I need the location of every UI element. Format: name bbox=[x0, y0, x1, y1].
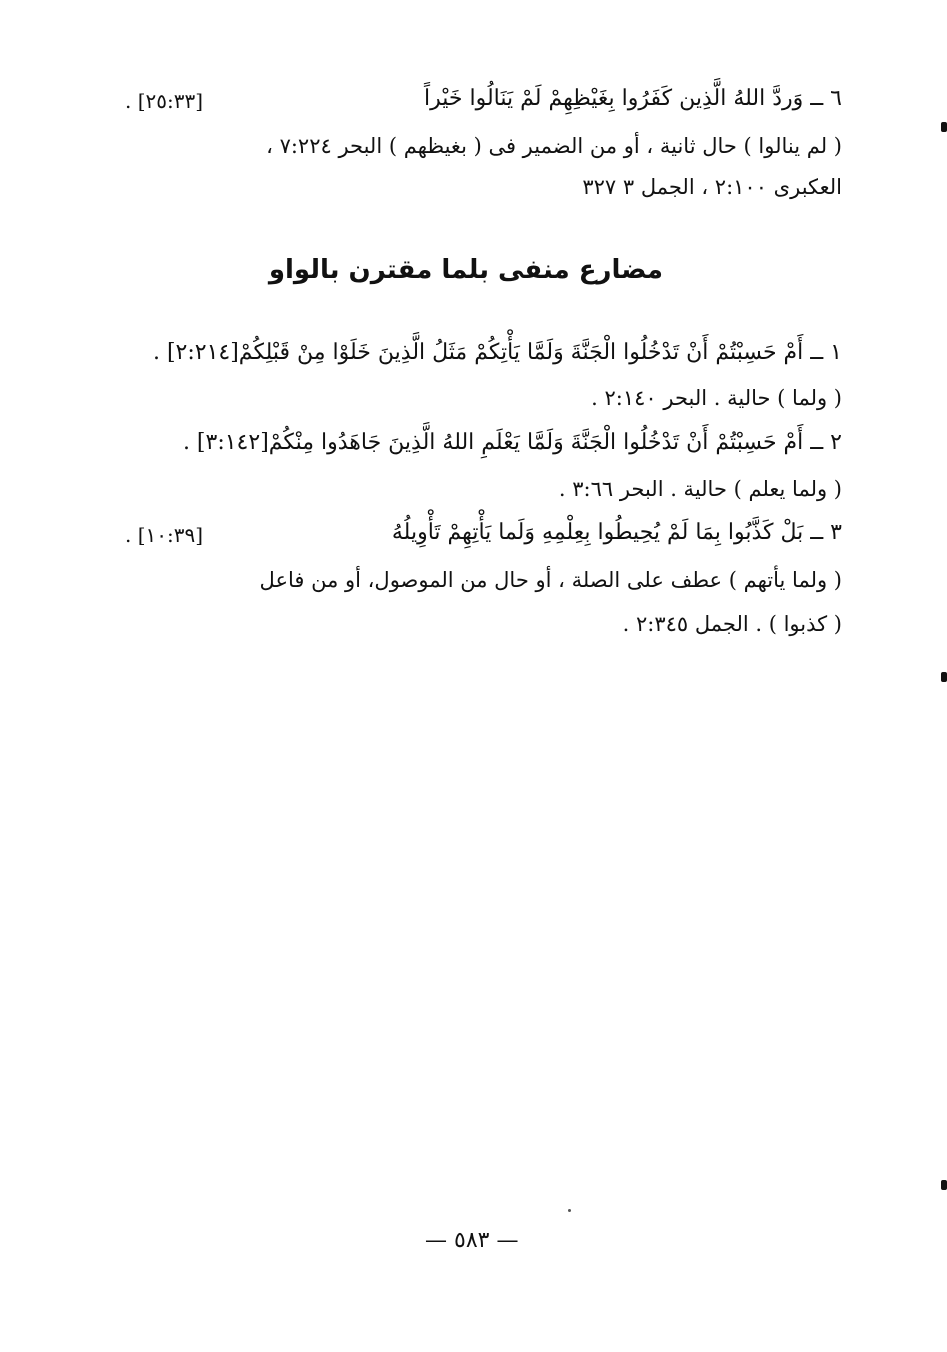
note-line-3b: ( كذبوا ) . الجمل ٢:٣٤٥ . bbox=[622, 612, 842, 636]
page-number: — ٥٨٣ — bbox=[425, 1228, 519, 1253]
verse-line-6: ٦ ــ وَردَّ اللهُ الَّذِين كَفَرُوا بِغَيْظِهِمْ لَمْ يَنَالُوا خَيْراً bbox=[424, 86, 842, 111]
verse-line-2: ٢ ــ أَمْ حَسِبْتُمْ أَنْ تَدْخُلُوا الْجَنَّةَ وَلَمَّا يَعْلَمِ اللهُ الَّذِينَ جَاهَدُوا مِنْكُمْ[٣:١٤٢] . bbox=[182, 430, 842, 455]
scan-speck bbox=[568, 1209, 571, 1212]
note-line-3a: ( ولما يأتهم ) عطف على الصلة ، أو حال من الموصول، أو من فاعل bbox=[259, 568, 842, 592]
verse-line-1: ١ ــ أَمْ حَسِبْتُمْ أَنْ تَدْخُلُوا الْجَنَّةَ وَلَمَّا يَأْتِكُمْ مَثَلُ الَّذِينَ خَلَوْا مِنْ قَبْلِكُمْ[٢:٢١٤] . bbox=[152, 340, 842, 365]
scan-edge-mark bbox=[941, 672, 947, 682]
section-heading: مضارع منفى بلما مقترن بالواو bbox=[268, 255, 663, 285]
verse-line-3: ٣ ــ بَلْ كَذَّبُوا بِمَا لَمْ يُحِيطُوا بِعِلْمِهِ وَلَما يَأْتِهِمْ تَأْوِيلُهُ bbox=[391, 520, 842, 545]
verse-reference-3: [١٠:٣٩] . bbox=[125, 523, 204, 547]
note-line-6a: ( لم ينالوا ) حال ثانية ، أو من الضمير فى ( بغيظهم ) البحر ٧:٢٢٤ ، bbox=[266, 134, 842, 158]
note-line-1: ( ولما ) حالية . البحر ٢:١٤٠ . bbox=[591, 386, 842, 410]
note-line-6b: العكبرى ٢:١٠٠ ، الجمل ٣ ٣٢٧ bbox=[582, 175, 842, 199]
verse-reference-6: [٢٥:٣٣] . bbox=[125, 89, 204, 113]
scan-edge-mark bbox=[941, 122, 947, 132]
note-line-2: ( ولما يعلم ) حالية . البحر ٣:٦٦ . bbox=[558, 477, 842, 501]
scan-edge-mark bbox=[941, 1180, 947, 1190]
